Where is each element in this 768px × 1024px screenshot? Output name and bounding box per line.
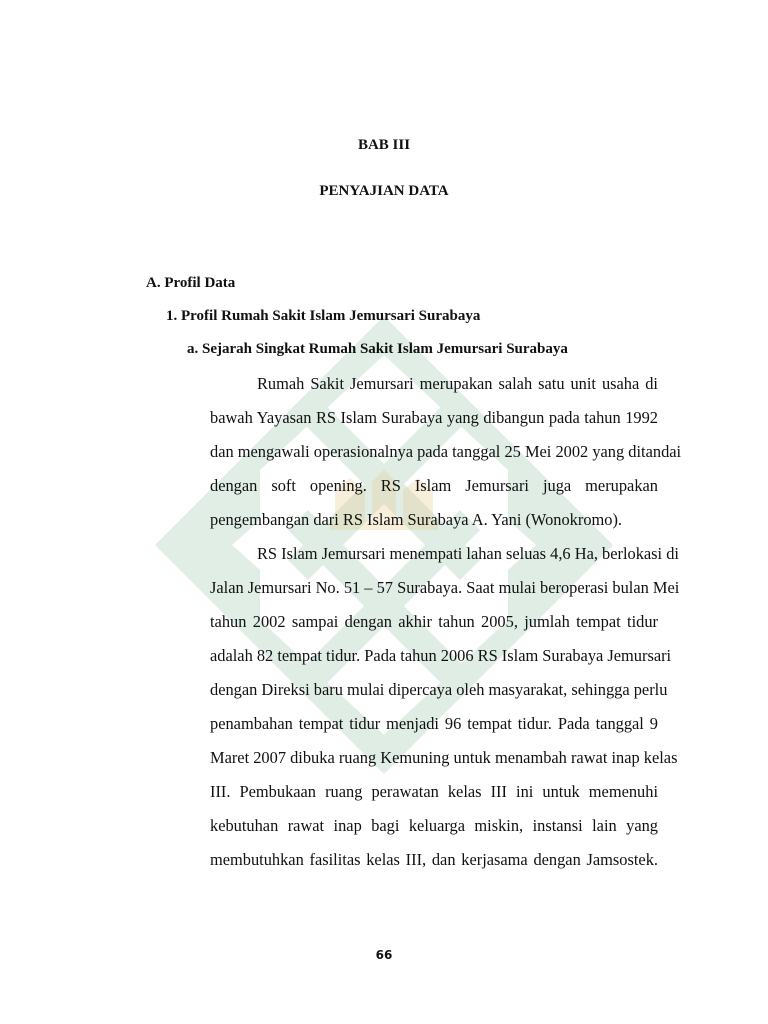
- paragraph-line: RS Islam Jemursari menempati lahan seluas 4,6 Ha, berlokasi di: [257, 544, 679, 563]
- paragraph-line: Rumah Sakit Jemursari merupakan salah satu unit usaha di: [257, 374, 658, 393]
- paragraph-line: dengan Direksi baru mulai dipercaya oleh masyarakat, sehingga perlu: [210, 680, 668, 699]
- paragraph-line: III. Pembukaan ruang perawatan kelas III ini untuk memenuhi: [210, 782, 658, 801]
- subsubsection-heading: a. Sejarah Singkat Rumah Sakit Islam Jemursari Surabaya: [187, 341, 568, 357]
- paragraph-line: Maret 2007 dibuka ruang Kemuning untuk menambah rawat inap kelas: [210, 748, 678, 767]
- paragraph-line: dan mengawali operasionalnya pada tanggal 25 Mei 2002 yang ditandai: [210, 442, 682, 461]
- chapter-title: PENYAJIAN DATA: [319, 183, 449, 199]
- paragraph-line: dengan soft opening. RS Islam Jemursari juga merupakan: [210, 476, 658, 495]
- paragraph-line: tahun 2002 sampai dengan akhir tahun 2005, jumlah tempat tidur: [210, 612, 658, 631]
- page-number: 66: [375, 948, 393, 962]
- paragraph-line: membutuhkan fasilitas kelas III, dan kerjasama dengan Jamsostek.: [210, 850, 658, 869]
- chapter-heading: BAB III: [357, 137, 411, 153]
- paragraph-line: penambahan tempat tidur menjadi 96 tempat tidur. Pada tanggal 9: [210, 714, 658, 733]
- paragraph-line: bawah Yayasan RS Islam Surabaya yang dibangun pada tahun 1992: [210, 408, 658, 427]
- section-heading: A. Profil Data: [146, 275, 236, 291]
- paragraph-line: pengembangan dari RS Islam Surabaya A. Yani (Wonokromo).: [210, 510, 623, 529]
- paragraph-line: Jalan Jemursari No. 51 – 57 Surabaya. Saat mulai beroperasi bulan Mei: [210, 578, 680, 597]
- paragraph-line: kebutuhan rawat inap bagi keluarga miskin, instansi lain yang: [210, 816, 658, 835]
- paragraph-line: adalah 82 tempat tidur. Pada tahun 2006 RS Islam Surabaya Jemursari: [210, 646, 672, 665]
- subsection-heading: 1. Profil Rumah Sakit Islam Jemursari Surabaya: [166, 308, 481, 324]
